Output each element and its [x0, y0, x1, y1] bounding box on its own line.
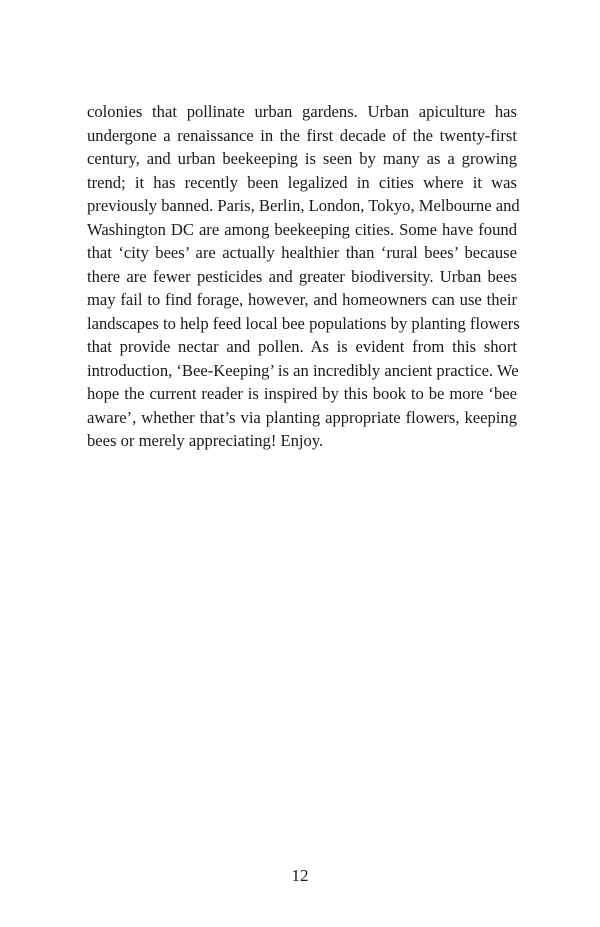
- text-line: century, and urban beekeeping is seen by many as a growing: [87, 149, 517, 168]
- text-line: landscapes to help feed local bee populations by planting flowers: [87, 313, 520, 333]
- text-line: hope the current reader is inspired by this book to be more ‘bee: [87, 384, 517, 403]
- text-line: there are fewer pesticides and greater biodiversity. Urban bees: [87, 266, 517, 286]
- text-line: may fail to find forage, however, and homeowners can use their: [87, 290, 517, 309]
- page-number: 12: [291, 866, 309, 885]
- text-line: aware’, whether that’s via planting appropriate flowers, keeping: [87, 407, 517, 427]
- text-line: previously banned. Paris, Berlin, London, Tokyo, Melbourne and: [87, 196, 520, 215]
- text-line: trend; it has recently been legalized in cities where it was: [87, 172, 517, 192]
- text-line: bees or merely appreciating! Enjoy.: [87, 431, 324, 450]
- body-paragraph: [87, 100, 520, 453]
- text-line: undergone a renaissance in the first decade of the twenty-first: [87, 125, 517, 145]
- text-line: colonies that pollinate urban gardens. Urban apiculture has: [87, 102, 517, 121]
- text-line: introduction, ‘Bee-Keeping’ is an incredibly ancient practice. We: [87, 360, 519, 380]
- text-line: that provide nectar and pollen. As is evident from this short: [87, 337, 517, 356]
- text-line: that ‘city bees’ are actually healthier than ‘rural bees’ because: [87, 243, 517, 262]
- text-line: Washington DC are among beekeeping cities. Some have found: [87, 219, 517, 239]
